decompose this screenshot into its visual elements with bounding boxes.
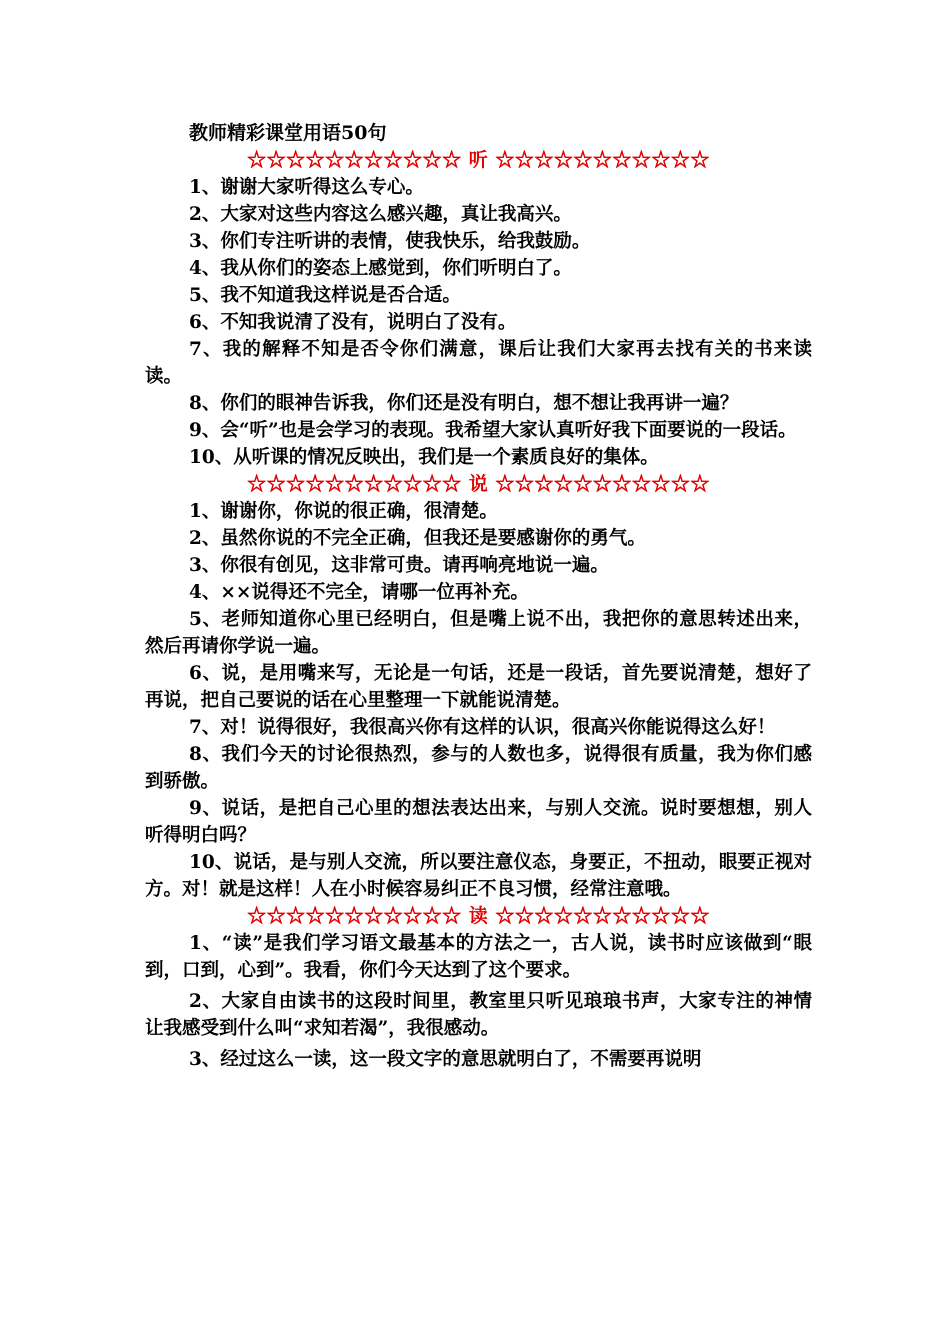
- list-item: 6、不知我说清了没有，说明白了没有。: [189, 312, 517, 333]
- list-item: 8、你们的眼神告诉我，你们还是没有明白，想不想让我再讲一遍？: [189, 393, 739, 414]
- list-item: 10、从听课的情况反映出，我们是一个素质良好的集体。: [189, 447, 659, 468]
- list-item: 1、谢谢大家听得这么专心。: [189, 177, 424, 198]
- list-item: 10、说话，是与别人交流，所以要注意仪态，身要正，不扭动，眼要正视对方。对！就是这样！人在小时候容易纠正不良习惯，经常注意哦。: [145, 852, 812, 900]
- list-item: 7、我的解释不知是否令你们满意，课后让我们大家再去找有关的书来读读。: [145, 339, 812, 387]
- list-item: 9、说话，是把自己心里的想法表达出来，与别人交流。说时要想想，别人听得明白吗？: [145, 798, 812, 846]
- list-item: 6、说，是用嘴来写，无论是一句话，还是一段话，首先要说清楚，想好了再说，把自己要说的话在心里整理一下就能说清楚。: [145, 663, 812, 711]
- section-header-listen: ☆☆☆☆☆☆☆☆☆☆☆ 听 ☆☆☆☆☆☆☆☆☆☆☆: [247, 149, 710, 171]
- section-header-read: ☆☆☆☆☆☆☆☆☆☆☆ 读 ☆☆☆☆☆☆☆☆☆☆☆: [247, 905, 710, 927]
- list-item: 1、“读”是我们学习语文最基本的方法之一，古人说，读书时应该做到“眼到，口到，心到”。我看，你们今天达到了这个要求。: [145, 933, 812, 981]
- list-item: 3、你很有创见，这非常可贵。请再响亮地说一遍。: [189, 555, 609, 576]
- list-item: 8、我们今天的讨论很热烈，参与的人数也多，说得很有质量，我为你们感到骄傲。: [145, 744, 812, 792]
- list-item: 4、××说得还不完全，请哪一位再补充。: [189, 582, 529, 603]
- list-item: 2、虽然你说的不完全正确，但我还是要感谢你的勇气。: [189, 528, 646, 549]
- document-title: 教师精彩课堂用语50句: [189, 122, 387, 144]
- list-item: 5、我不知道我这样说是否合适。: [189, 285, 461, 306]
- list-item: 2、大家自由读书的这段时间里，教室里只听见琅琅书声，大家专注的神情让我感受到什么叫“求知若渴”，我很感动。: [145, 991, 812, 1039]
- list-item: 4、我从你们的姿态上感觉到，你们听明白了。: [189, 258, 572, 279]
- list-item: 7、对！说得很好，我很高兴你有这样的认识，很高兴你能说得这么好！: [189, 717, 776, 738]
- list-item: 5、老师知道你心里已经明白，但是嘴上说不出，我把你的意思转述出来，然后再请你学说一遍。: [145, 609, 812, 657]
- list-item: 3、经过这么一读，这一段文字的意思就明白了，不需要再说明: [189, 1049, 702, 1070]
- list-item: 3、你们专注听讲的表情，使我快乐，给我鼓励。: [189, 231, 591, 252]
- section-header-speak: ☆☆☆☆☆☆☆☆☆☆☆ 说 ☆☆☆☆☆☆☆☆☆☆☆: [247, 473, 710, 495]
- list-item: 1、谢谢你，你说的很正确，很清楚。: [189, 501, 498, 522]
- list-item: 9、会“听”也是会学习的表现。我希望大家认真听好我下面要说的一段话。: [189, 420, 797, 441]
- list-item: 2、大家对这些内容这么感兴趣，真让我高兴。: [189, 204, 572, 225]
